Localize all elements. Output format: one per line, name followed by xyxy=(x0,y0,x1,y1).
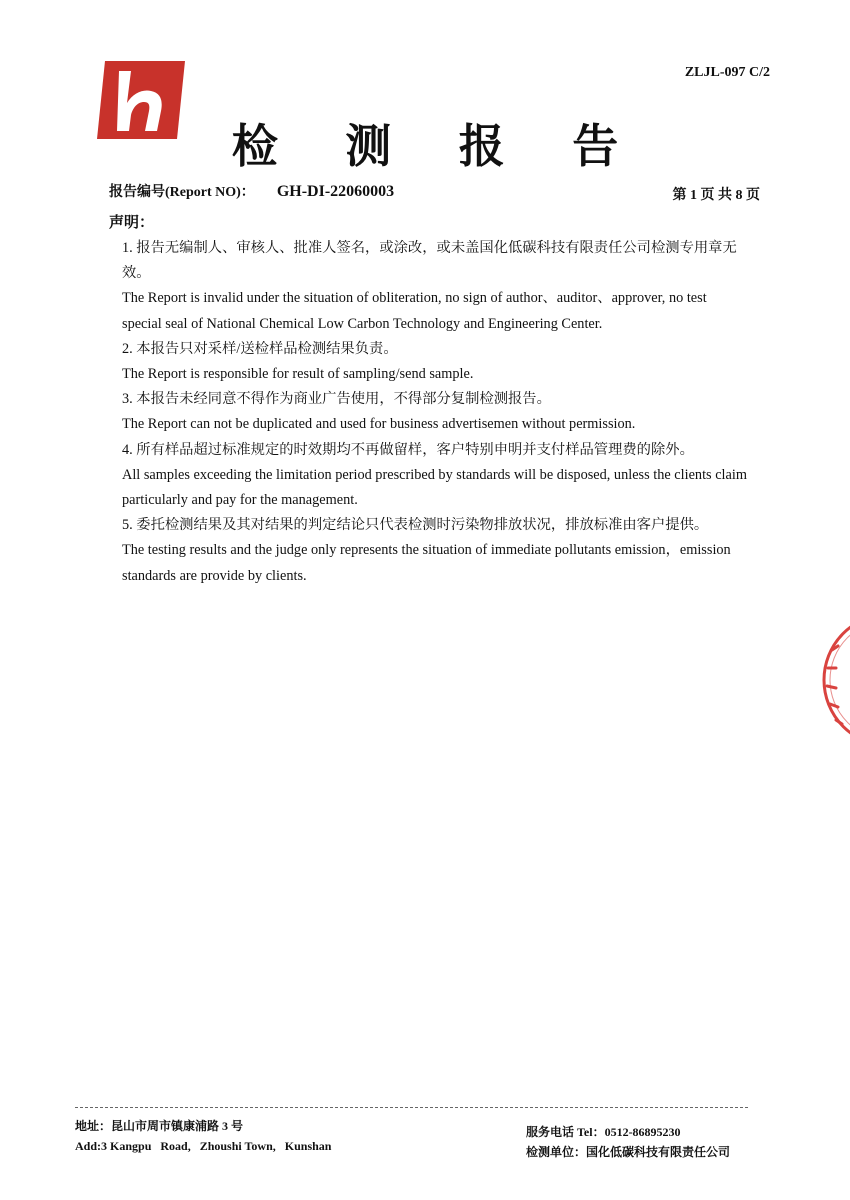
address-en: Add:3 Kangpu Road, Zhoushi Town, Kunshan xyxy=(75,1139,332,1153)
report-number xyxy=(109,181,394,201)
red-seal-stamp xyxy=(812,610,850,750)
declaration-item-en: The Report is invalid under the situation of obliteration, no sign of author、auditor、approver, no test special seal of National Chemical Low Carbon Technology and Engineering Center. xyxy=(122,290,707,332)
declaration-item-en: The Report can not be duplicated and used for business advertisemen without permission. xyxy=(122,416,636,433)
footer-contact xyxy=(526,1122,730,1162)
declaration-item xyxy=(122,236,747,337)
testing-unit: 检测单位：国化低碳科技有限责任公司 xyxy=(526,1145,731,1159)
document-code: ZLJL-097 C/2 xyxy=(684,65,770,80)
address-zh: 地址：昆山市周市镇康浦路 3 号 xyxy=(75,1119,244,1133)
report-number-value: GH-DI-22060003 xyxy=(276,183,395,200)
page-indicator: 第 1 页 共 8 页 xyxy=(672,188,760,203)
page-title: 检 测 报 告 xyxy=(231,121,647,172)
declaration-label: 声明： xyxy=(109,215,155,231)
declaration-item xyxy=(122,387,747,437)
footer-address xyxy=(75,1116,331,1156)
declaration-item-zh: 4. 所有样品超过标准规定的时效期均不再做留样，客户特别申明并支付样品管理费的除外。 xyxy=(122,441,694,458)
declaration-item-zh: 3. 本报告未经同意不得作为商业广告使用，不得部分复制检测报告。 xyxy=(122,391,551,408)
report-number-label: 报告编号(Report NO)： xyxy=(109,185,255,200)
declaration-item xyxy=(122,337,747,387)
declaration-item-zh: 2. 本报告只对采样/送检样品检测结果负责。 xyxy=(122,340,398,357)
footer-divider xyxy=(75,1107,748,1108)
service-tel: 服务电话 Tel：0512-86895230 xyxy=(526,1125,681,1139)
declaration-body xyxy=(122,236,747,589)
declaration-item xyxy=(122,513,747,589)
declaration-item xyxy=(122,438,747,514)
declaration-item-zh: 5. 委托检测结果及其对结果的判定结论只代表检测时污染物排放状况，排放标准由客户提供。 xyxy=(122,517,709,534)
declaration-item-zh: 1. 报告无编制人、审核人、批准人签名，或涂改，或未盖国化低碳科技有限责任公司检测专用章无效。 xyxy=(122,240,737,282)
declaration-item-en: The Report is responsible for result of sampling/send sample. xyxy=(122,366,474,383)
declaration-item-en: All samples exceeding the limitation period prescribed by standards will be disposed, unless the clients claim particularly and pay for the management. xyxy=(122,466,747,509)
declaration-item-en: The testing results and the judge only represents the situation of immediate pollutants emission，emission standards are provide by clients. xyxy=(122,542,731,584)
